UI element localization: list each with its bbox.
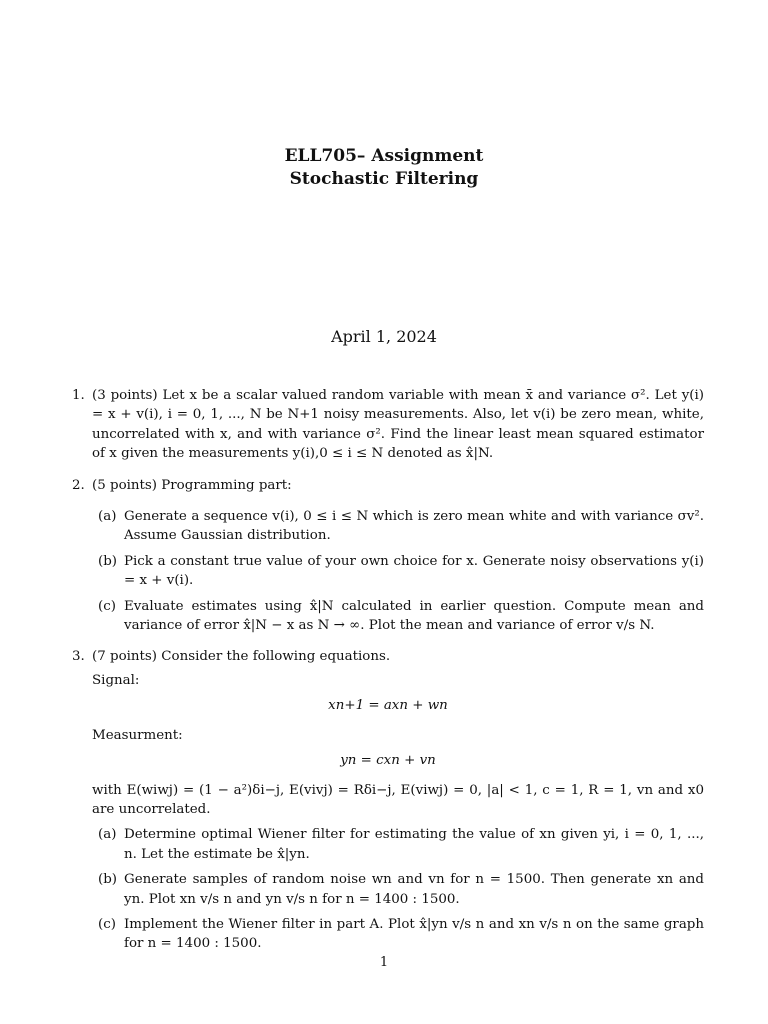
question-text: (7 points) Consider the following equations. [92, 649, 391, 665]
question-2 [72, 476, 704, 495]
question-2-part-b [72, 552, 704, 591]
part-text: Implement the Wiener filter in part A. Plot x̂|yn v/s n and xn v/s n on the same graph for n = 1400 : 1500. [124, 916, 704, 952]
document-body [72, 386, 704, 954]
part-label: (c) [98, 598, 116, 614]
measurement-label: Measurment: [92, 727, 183, 743]
title-line-2: Stochastic Filtering [289, 169, 479, 189]
question-number: 2. [72, 477, 85, 493]
part-text: Pick a constant true value of your own choice for x. Generate noisy observations y(i) = x + v(i). [124, 553, 704, 589]
question-text: (3 points) Let x be a scalar valued random variable with mean x̄ and variance σ². Let y(i) = x + v(i), i = 0, 1, ..., N be N+1 noisy measurements. Also, let v(i) be zero mean, white, uncorrelated with x, and with variance σ². Find the linear least mean squared estimator of x given the measurements y(i),0 ≤ i ≤ N denoted as x̂|N. [92, 388, 704, 462]
part-label: (c) [98, 916, 116, 932]
document-date: April 1, 2024 [331, 327, 437, 346]
part-label: (b) [98, 553, 118, 569]
signal-equation: xn+1 = axn + wn [328, 698, 448, 714]
question-2-part-c [72, 597, 704, 636]
page-number: 1 [379, 955, 389, 970]
question-text: (5 points) Programming part: [92, 477, 292, 493]
part-text: Determine optimal Wiener filter for estimating the value of xn given yi, i = 0, 1, ..., n. Let the estimate be x̂|yn. [124, 827, 704, 862]
question-number: 1. [72, 388, 85, 403]
question-3-part-a [72, 825, 704, 864]
conditions-text: with E(wiwj) = (1 − a²)δi−j, E(vivj) = Rδi−j, E(viwj) = 0, |a| < 1, c = 1, R = 1, vn and x0 are uncorrelated. [92, 782, 704, 817]
part-text: Generate a sequence v(i), 0 ≤ i ≤ N which is zero mean white and with variance σv². Assume Gaussian distribution. [124, 509, 704, 544]
part-label: (a) [98, 509, 117, 525]
question-number: 3. [72, 649, 85, 665]
question-3-part-c [72, 915, 704, 954]
part-label: (b) [98, 872, 118, 888]
title-line-1: ELL705– Assignment [284, 146, 484, 166]
question-3-part-b [72, 870, 704, 909]
question-1 [72, 386, 704, 464]
part-text: Evaluate estimates using x̂|N calculated in earlier question. Compute mean and variance of error x̂|N − x as N → ∞. Plot the mean and variance of error v/s N. [124, 598, 704, 634]
signal-label: Signal: [92, 672, 140, 688]
document-title [0, 145, 768, 191]
question-3 [72, 647, 704, 666]
part-text: Generate samples of random noise wn and vn for n = 1500. Then generate xn and yn. Plot xn v/s n and yn v/s n for n = 1400 : 1500. [124, 872, 704, 907]
question-2-part-a [72, 507, 704, 546]
measurement-equation: yn = cxn + vn [340, 753, 436, 769]
part-label: (a) [98, 827, 117, 843]
